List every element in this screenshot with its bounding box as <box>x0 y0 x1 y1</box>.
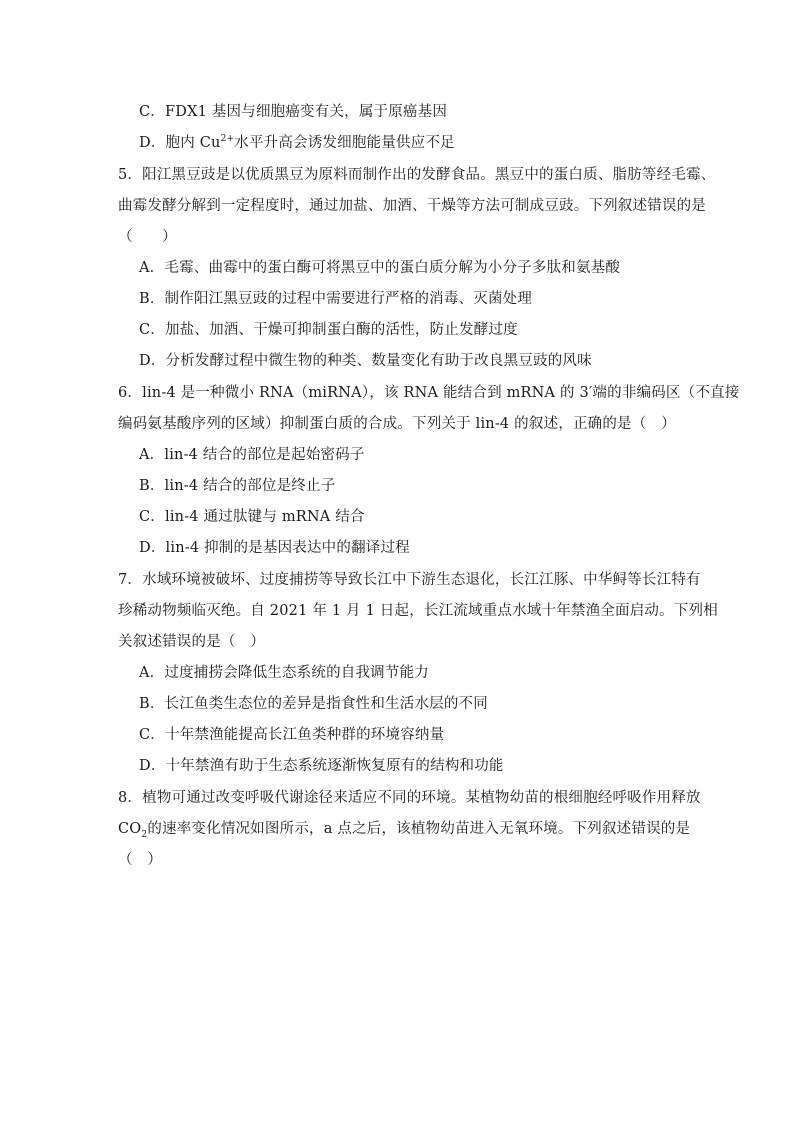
q4-option-d-prefix: D．胞内 Cu <box>139 135 221 151</box>
q5-option-b: B．制作阳江黑豆豉的过程中需要进行严格的消毒、灭菌处理 <box>139 291 533 307</box>
q8-stem-line2 <box>118 819 690 839</box>
q6-option-c: C．lin-4 通过肽键与 mRNA 结合 <box>139 509 365 525</box>
q5-stem-line1: 5．阳江黑豆豉是以优质黑豆为原料而制作出的发酵食品。黑豆中的蛋白质、脂肪等经毛霉、 <box>118 167 716 183</box>
q8-stem-line2-suffix: 的速率变化情况如图所示，a 点之后，该植物幼苗进入无氧环境。下列叙述错误的是 <box>147 821 691 837</box>
q6-stem-line2: 编码氨基酸序列的区域）抑制蛋白质的合成。下列关于 lin-4 的叙述，正确的是（ ） <box>118 416 676 432</box>
q7-option-d: D．十年禁渔有助于生态系统逐渐恢复原有的结构和功能 <box>139 758 504 774</box>
q8-stem-line3: （ ） <box>118 852 163 868</box>
q5-stem-line3: （ ） <box>118 229 177 245</box>
q4-option-d-suffix: 水平升高会诱发细胞能量供应不足 <box>234 135 455 151</box>
q8-stem-line2-prefix: CO <box>118 821 142 837</box>
q7-stem-line3: 关叙述错误的是（ ） <box>118 634 265 650</box>
q4-option-d-superscript: 2+ <box>220 134 235 145</box>
q7-option-b: B．长江鱼类生态位的差异是指食性和生活水层的不同 <box>139 696 488 712</box>
q6-stem-line1: 6．lin-4 是一种微小 RNA（miRNA），该 RNA 能结合到 mRNA 的 3′端的非编码区（不直接 <box>118 385 740 401</box>
q7-stem-line2: 珍稀动物频临灭绝。自 2021 年 1 月 1 日起，长江流域重点水域十年禁渔全面启动。下列相 <box>118 603 718 619</box>
q4-option-d <box>139 133 455 153</box>
q7-option-c: C．十年禁渔能提高长江鱼类种群的环境容纳量 <box>139 727 445 743</box>
q5-option-a: A．毛霉、曲霉中的蛋白酶可将黑豆中的蛋白质分解为小分子多肽和氨基酸 <box>139 260 621 276</box>
q4-option-c: C．FDX1 基因与细胞癌变有关，属于原癌基因 <box>139 104 448 120</box>
q5-option-d: D．分析发酵过程中微生物的种类、数量变化有助于改良黑豆豉的风味 <box>139 353 592 369</box>
q8-stem-line2-subscript: 2 <box>141 829 148 840</box>
q6-option-b: B．lin-4 结合的部位是终止子 <box>139 478 336 494</box>
q6-option-d: D．lin-4 抑制的是基因表达中的翻译过程 <box>139 540 410 556</box>
q8-stem-line1: 8．植物可通过改变呼吸代谢途径来适应不同的环境。某植物幼苗的根细胞经呼吸作用释放 <box>118 790 701 806</box>
q5-option-c: C．加盐、加酒、干燥可抑制蛋白酶的活性，防止发酵过度 <box>139 322 518 338</box>
q5-stem-line2: 曲霉发酵分解到一定程度时，通过加盐、加酒、干燥等方法可制成豆豉。下列叙述错误的是 <box>118 198 706 214</box>
q6-option-a: A．lin-4 结合的部位是起始密码子 <box>139 447 365 463</box>
q7-option-a: A．过度捕捞会降低生态系统的自我调节能力 <box>139 665 429 681</box>
q7-stem-line1: 7．水域环境被破坏、过度捕捞等导致长江中下游生态退化，长江江豚、中华鲟等长江特有 <box>118 572 701 588</box>
